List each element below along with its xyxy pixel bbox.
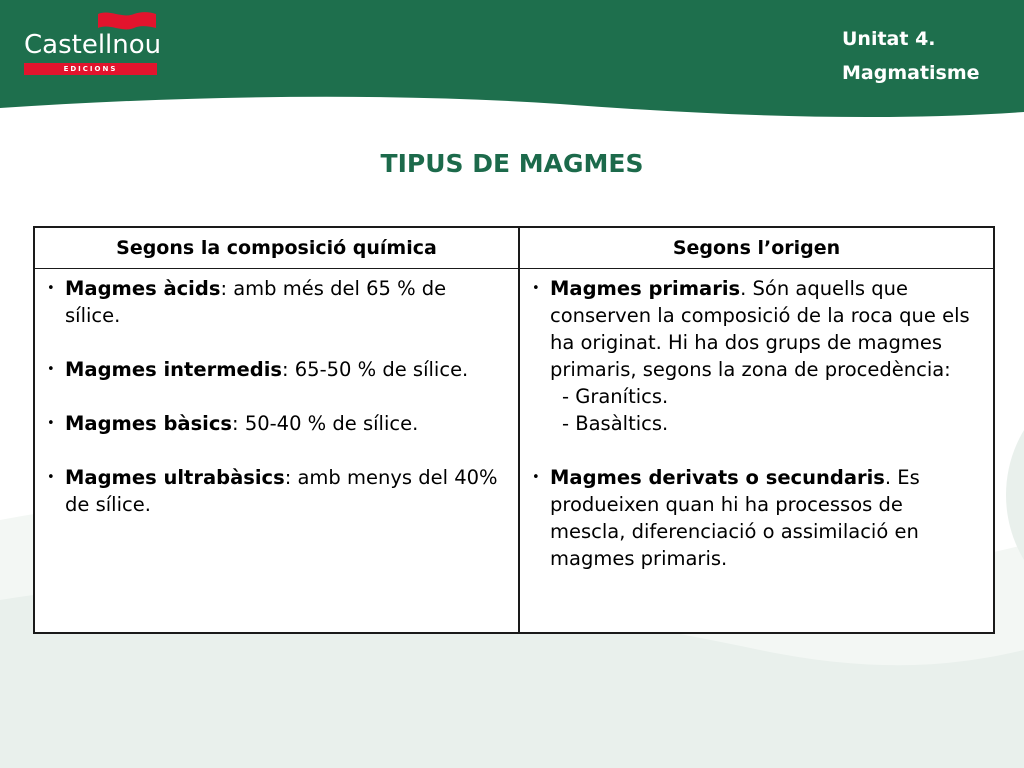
page-title: TIPUS DE MAGMES	[380, 149, 644, 178]
item-term: Magmes àcids	[65, 277, 221, 300]
list-item	[43, 356, 506, 383]
bullet-icon: •	[532, 470, 540, 485]
list-item	[43, 410, 506, 437]
bullet-icon: •	[47, 470, 55, 485]
unit-label	[836, 22, 1006, 90]
item-term: Magmes intermedis	[65, 358, 282, 381]
sub-item-granitic: - Granítics.	[562, 385, 669, 408]
item-text: : amb més del 65 % de sílice.	[65, 277, 447, 327]
item-term: Magmes derivats o secundaris	[550, 466, 885, 489]
item-text: : 65-50 % de sílice.	[282, 358, 469, 381]
logo-wordmark: Castellnou	[24, 30, 162, 60]
list-item	[528, 275, 983, 437]
header-origin: Segons l’origen	[672, 237, 841, 259]
item-term: Magmes primaris	[550, 277, 741, 300]
composition-cell	[35, 270, 518, 518]
list-item	[43, 275, 506, 329]
logo-band	[24, 63, 157, 75]
header-composition: Segons la composició química	[116, 237, 437, 259]
bullet-icon: •	[532, 281, 540, 296]
castellnou-logo	[20, 10, 162, 78]
item-term: Magmes bàsics	[65, 412, 233, 435]
origin-cell	[520, 270, 993, 572]
item-text: : amb menys del 40% de sílice.	[65, 466, 498, 516]
origin-list	[528, 275, 983, 572]
unit-topic: Magmatisme	[842, 62, 980, 84]
header-divider	[35, 268, 993, 269]
sub-item-basaltic: - Basàltics.	[562, 412, 669, 435]
side-wave	[1006, 430, 1024, 560]
unit-number: Unitat 4.	[842, 28, 936, 50]
item-text: : 50-40 % de sílice.	[232, 412, 419, 435]
bullet-icon: •	[47, 281, 55, 296]
item-text: . Són aquells que conserven la composició de la roca que els ha originat. Hi ha dos grups de magmes primaris, segons la zona de procedència:	[550, 277, 970, 381]
flag-icon	[96, 10, 158, 32]
bullet-icon: •	[47, 362, 55, 377]
bullet-icon: •	[47, 416, 55, 431]
logo-subtitle: EDICIONS	[63, 65, 118, 73]
composition-list	[43, 275, 506, 518]
list-item	[43, 464, 506, 518]
item-term: Magmes ultrabàsics	[65, 466, 285, 489]
magma-types-table	[33, 226, 995, 634]
item-text: . Es produeixen quan hi ha processos de mescla, diferenciació o assimilació en magmes primaris.	[550, 466, 920, 570]
list-item	[528, 464, 983, 572]
